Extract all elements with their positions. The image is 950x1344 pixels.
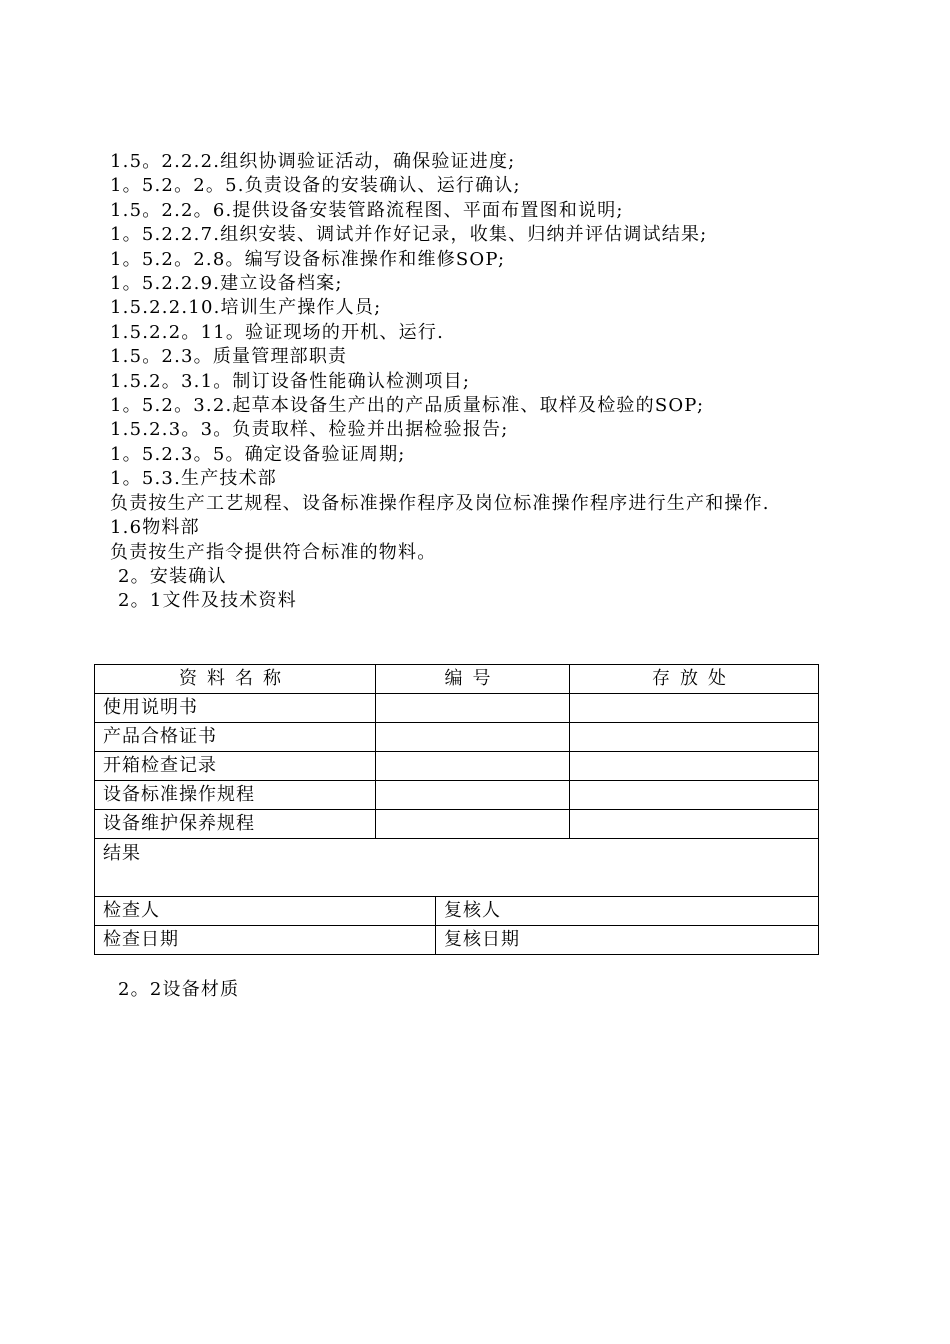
date-row <box>95 926 819 955</box>
subsection-heading: 2。1文件及技术资料 <box>118 590 297 612</box>
paragraph: 负责按生产指令提供符合标准的物料。 <box>110 541 437 563</box>
text-line: 1.5.2.2.10.培训生产操作人员; <box>110 297 382 319</box>
table-cell-number <box>376 810 570 839</box>
table-cell-location <box>570 694 819 723</box>
table-cell-name: 开箱检查记录 <box>95 752 376 781</box>
text-line: 1.5。2.2.2.组织协调验证活动，确保验证进度; <box>110 151 516 172</box>
documents-table <box>94 664 819 955</box>
table-cell-name: 产品合格证书 <box>95 723 376 752</box>
table-cell-location <box>570 752 819 781</box>
text-line: 1.5.2.2。11。验证现场的开机、运行. <box>110 321 444 343</box>
table-cell-name: 设备标准操作规程 <box>95 781 376 810</box>
reviewer-label: 复核人 <box>436 897 819 926</box>
text-line: 1.5.2。3.1。制订设备性能确认检测项目; <box>110 370 471 392</box>
table-row <box>95 752 819 781</box>
text-line: 1。5.2。2。5.负责设备的安装确认、运行确认; <box>110 175 521 197</box>
text-line: 1.5.2.3。3。负责取样、检验并出据检验报告; <box>110 419 509 441</box>
table-row <box>95 810 819 839</box>
document-body <box>110 150 845 614</box>
table-cell-name: 使用说明书 <box>95 694 376 723</box>
review-date-label: 复核日期 <box>436 926 819 955</box>
section-heading: 1.6物料部 <box>110 517 200 539</box>
table-cell-name: 设备维护保养规程 <box>95 810 376 839</box>
check-date-label: 检查日期 <box>95 926 436 955</box>
text-line: 1。5.2.2.9.建立设备档案; <box>110 273 343 295</box>
section-heading: 1.5。2.3。质量管理部职责 <box>110 346 348 368</box>
table-cell-location <box>570 723 819 752</box>
section-heading: 1。5.3.生产技术部 <box>110 468 277 490</box>
checker-label: 检查人 <box>95 897 436 926</box>
text-line: 1。5.2.2.7.组织安装、调试并作好记录，收集、归纳并评估调试结果; <box>110 224 708 246</box>
text-line: 1。5.2.3。5。确定设备验证周期; <box>110 443 406 465</box>
table-row <box>95 723 819 752</box>
column-header-location: 存放处 <box>570 665 819 694</box>
table-row <box>95 781 819 810</box>
table-cell-number <box>376 723 570 752</box>
table-header-row <box>95 665 819 694</box>
result-row <box>95 839 819 897</box>
checker-row <box>95 897 819 926</box>
section-heading: 2。安装确认 <box>118 565 227 587</box>
result-label: 结果 <box>95 839 819 897</box>
table-cell-location <box>570 810 819 839</box>
paragraph: 负责按生产工艺规程、设备标准操作程序及岗位标准操作程序进行生产和操作. <box>110 492 770 514</box>
table-row <box>95 694 819 723</box>
text-line: 1。5.2。2.8。编写设备标准操作和维修SOP; <box>110 248 506 270</box>
table-cell-number <box>376 781 570 810</box>
table-cell-number <box>376 752 570 781</box>
table-cell-number <box>376 694 570 723</box>
table-cell-location <box>570 781 819 810</box>
subsection-heading: 2。2设备材质 <box>118 979 240 1000</box>
text-line: 1.5。2.2。6.提供设备安装管路流程图、平面布置图和说明; <box>110 199 624 221</box>
text-line: 1。5.2。3.2.起草本设备生产出的产品质量标准、取样及检验的SOP; <box>110 395 705 417</box>
column-header-number: 编号 <box>376 665 570 694</box>
column-header-name: 资料名称 <box>95 665 376 694</box>
